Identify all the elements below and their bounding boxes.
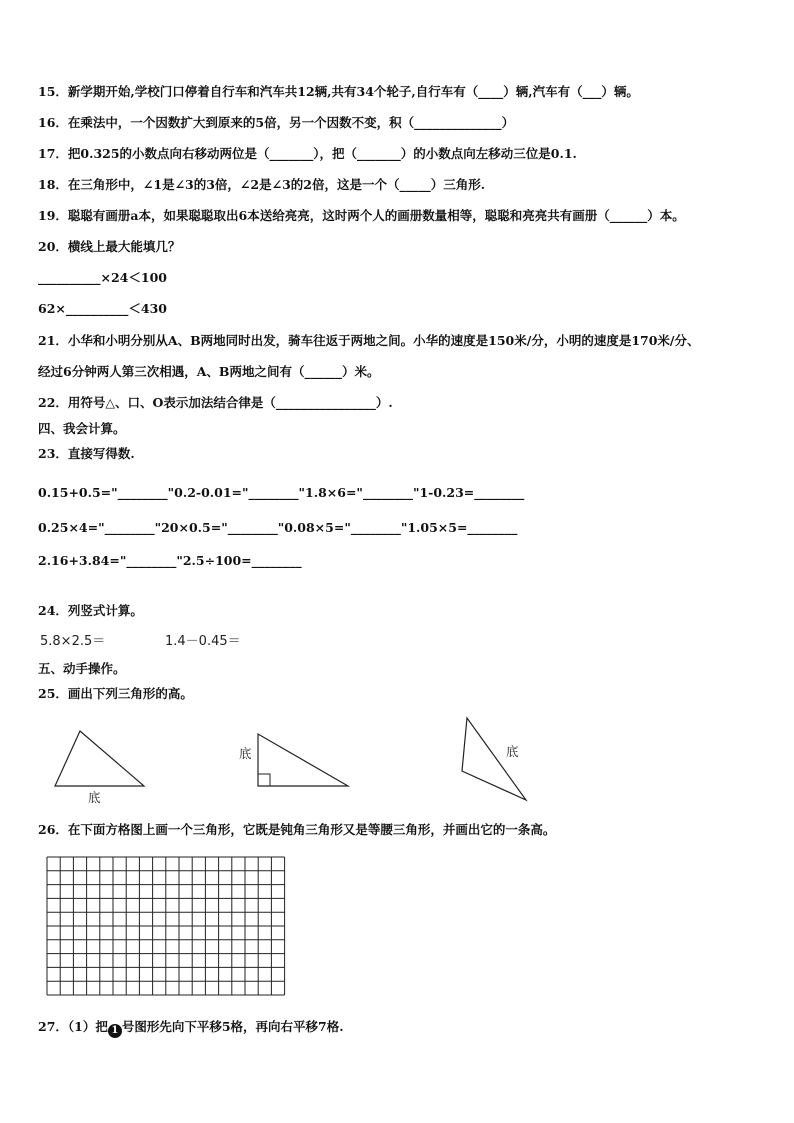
- question-24: 24．列竖式计算。: [38, 603, 143, 618]
- question-26: 26．在下面方格图上画一个三角形，它既是钝角三角形又是等腰三角形，并画出它的一条高。: [38, 822, 556, 837]
- question-20-item-a: __________×24＜100: [38, 270, 167, 285]
- question-16: 16．在乘法中，一个因数扩大到原来的5倍，另一个因数不变，积（______________）: [38, 115, 515, 130]
- question-23-row-3: 2.16+3.84="________"2.5÷100=________: [38, 553, 302, 568]
- base-label-3: 底: [506, 744, 519, 759]
- question-23-row-1: 0.15+0.5="________"0.2-0.01="________"1.8×6="________"1-0.23=________: [38, 485, 525, 500]
- question-27-suffix: 号图形先向下平移5格，再向右平移7格.: [121, 1019, 344, 1034]
- question-20-item-b: 62×__________＜430: [38, 301, 167, 316]
- question-19: 19．聪聪有画册a本，如果聪聪取出6本送给亮亮，这时两个人的画册数量相等，聪聪和亮亮共有画册（______）本。: [38, 208, 685, 223]
- question-21-line-2: 经过6分钟两人第三次相遇，A、B两地之间有（______）米。: [38, 364, 380, 379]
- question-22: 22．用符号△、口、O表示加法结合律是（________________）.: [38, 395, 393, 410]
- shape-number-badge: 1: [108, 1024, 122, 1038]
- question-17: 17．把0.325的小数点向右移动两位是（_______），把（_______）的小数点向左移动三位是0.1.: [38, 146, 577, 161]
- question-23-row-2: 0.25×4="________"20×0.5="________"0.08×5="________"1.05×5=________: [38, 520, 518, 535]
- section-heading-5: 五、动手操作。: [38, 661, 126, 676]
- base-label-2: 底: [239, 746, 252, 761]
- question-27: [38, 1019, 344, 1038]
- question-24-expression-2: 1.4－0.45＝: [165, 634, 241, 649]
- section-heading-4: 四、我会计算。: [38, 421, 126, 436]
- question-21-line-1: 21．小华和小明分别从A、B两地同时出发，骑车往返于两地之间。小华的速度是150米/分，小明的速度是170米/分、: [38, 333, 700, 348]
- question-20: 20．横线上最大能填几？: [38, 239, 181, 254]
- question-15: 15．新学期开始,学校门口停着自行车和汽车共12辆,共有34个轮子,自行车有（____）辆,汽车有（___）辆。: [38, 84, 639, 99]
- question-25: 25．画出下列三角形的高。: [38, 686, 193, 701]
- question-27-prefix: 27．（1）把: [38, 1019, 108, 1034]
- base-label-1: 底: [88, 790, 101, 805]
- question-24-expression-1: 5.8×2.5＝: [40, 634, 106, 649]
- question-23: 23．直接写得数.: [38, 446, 135, 461]
- question-18: 18．在三角形中，∠1是∠3的3倍，∠2是∠3的2倍，这是一个（_____）三角形.: [38, 177, 486, 192]
